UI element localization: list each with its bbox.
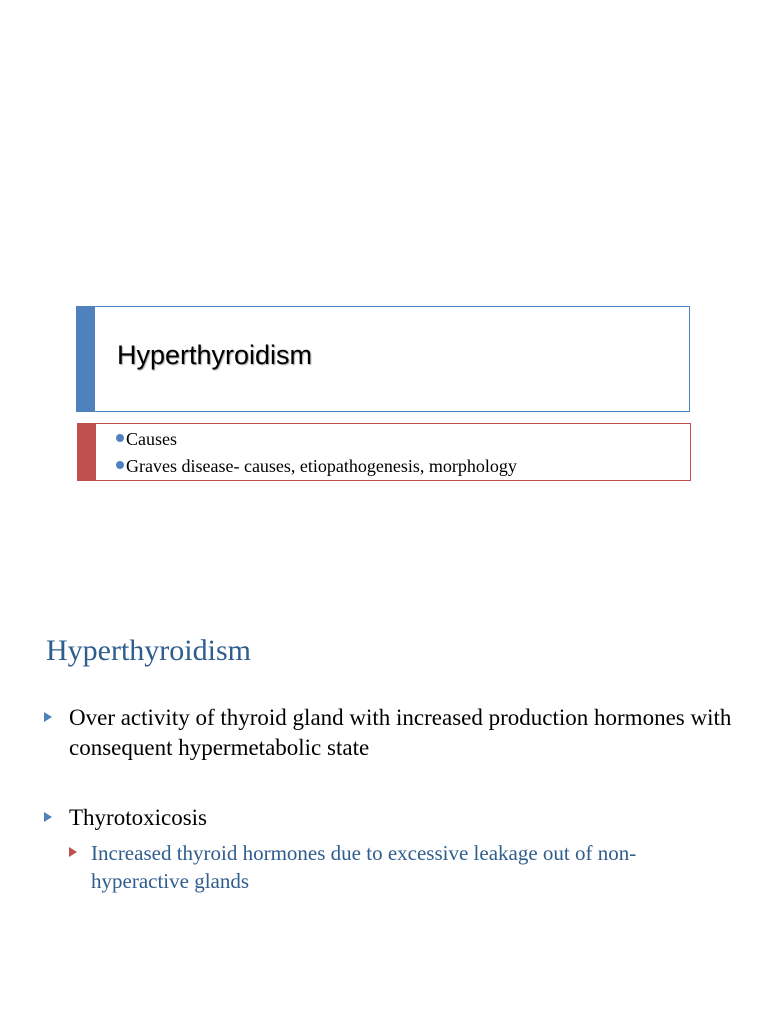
list-item: Graves disease- causes, etiopathogenesis, morphology	[116, 453, 517, 480]
arrow-bullet-icon	[44, 712, 52, 722]
bullet-item: Thyrotoxicosis	[44, 803, 734, 833]
list-item: Causes	[116, 426, 517, 453]
title-accent-bar	[77, 307, 95, 411]
bullet-dot-icon	[116, 434, 124, 442]
bullet-dot-icon	[116, 461, 124, 469]
arrow-bullet-icon	[44, 812, 52, 822]
arrow-sub-bullet-icon	[69, 847, 77, 857]
subtitle-accent-bar	[78, 424, 96, 480]
title-card	[76, 306, 690, 412]
slide-title: Hyperthyroidism	[117, 340, 313, 370]
bullet-item: Over activity of thyroid gland with increased production hormones with consequent hypermetabolic state	[44, 703, 734, 763]
section-heading: Hyperthyroidism	[46, 634, 251, 667]
sub-bullet-item: Increased thyroid hormones due to excessive leakage out of non-hyperactive glands	[69, 839, 709, 895]
topics-list	[116, 426, 517, 480]
subtitle-card	[77, 423, 691, 481]
